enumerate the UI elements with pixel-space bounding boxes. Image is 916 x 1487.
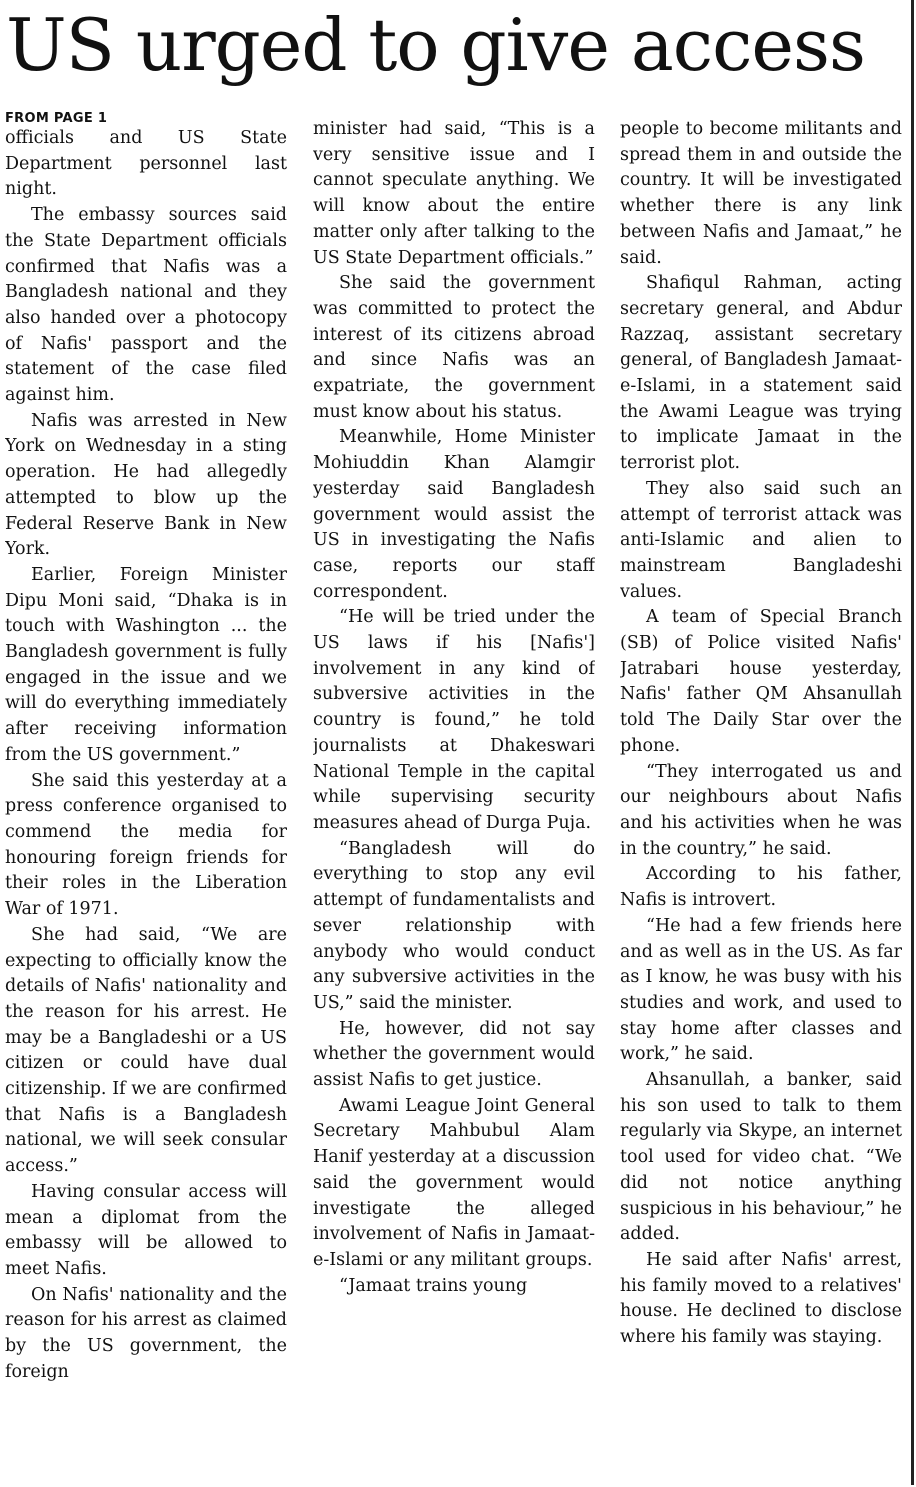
paragraph: “They interrogated us and our neighbours about Nafis and his activities when he was in the country,” he said.: [620, 761, 902, 859]
article-column-1: [5, 112, 287, 1482]
headline: US urged to give access: [6, 3, 865, 87]
paragraph: According to his father, Nafis is introvert.: [620, 864, 902, 911]
paragraph: “He had a few friends here and as well as in the US. As far as I know, he was busy with his studies and work, and used to stay home after classes and work,” he said.: [620, 915, 902, 1065]
article-column-3: [620, 117, 902, 1487]
paragraph: She said this yesterday at a press conference organised to commend the media for honouring foreign friends for their roles in the Liberation War of 1971.: [5, 770, 287, 920]
paragraph: Meanwhile, Home Minister Mohiuddin Khan Alamgir yesterday said Bangladesh government would assist the US in investigating the Nafis case, reports our staff correspondent.: [313, 427, 595, 602]
paragraph: She said the government was committed to protect the interest of its citizens abroad and since Nafis was an expatriate, the government must know about his status.: [313, 273, 595, 422]
paragraph: “Jamaat trains young: [339, 1275, 528, 1296]
paragraph: officials and US State Department personnel last night.: [5, 128, 287, 200]
paragraph: On Nafis' nationality and the reason for his arrest as claimed by the US government, the foreign: [5, 1284, 287, 1382]
paragraph: “He will be tried under the US laws if his [Nafis'] involvement in any kind of subversive activities in the country is found,” he told journalists at Dhakeswari National Temple in the capital while supervising security measures ahead of Durga Puja.: [313, 607, 595, 833]
article-column-2: [313, 117, 595, 1487]
paragraph: A team of Special Branch (SB) of Police visited Nafis' Jatrabari house yesterday, Nafis' father QM Ahsanullah told The Daily Star over the phone.: [620, 607, 902, 756]
paragraph: people to become militants and spread them in and outside the country. It will be investigated whether there is any link between Nafis and Jamaat,” he said.: [620, 119, 902, 268]
paragraph: He, however, did not say whether the government would assist Nafis to get justice.: [313, 1018, 595, 1091]
paragraph: The embassy sources said the State Department officials confirmed that Nafis was a Bangladesh national and they also handed over a photocopy of Nafis' passport and the statement of the case filed against him.: [5, 205, 287, 406]
paragraph: She had said, “We are expecting to officially know the details of Nafis' nationality and the reason for his arrest. He may be a Bangladeshi or a US citizen or could have dual citizenship. If we are confirmed that Nafis is a Bangladesh national, we will seek consular access.”: [5, 924, 287, 1177]
jump-line: FROM PAGE 1: [5, 112, 108, 126]
paragraph: minister had said, “This is a very sensitive issue and I cannot speculate anything. We will know about the entire matter only after talking to the US State Department officials.”: [313, 119, 595, 268]
paragraph: “Bangladesh will do everything to stop any evil attempt of fundamentalists and sever relationship with anybody who would conduct any subversive activities in the US,” said the minister.: [313, 838, 595, 1013]
paragraph: Nafis was arrested in New York on Wednesday in a sting operation. He had allegedly attempted to blow up the Federal Reserve Bank in New York.: [5, 410, 287, 560]
paragraph: Awami League Joint General Secretary Mahbubul Alam Hanif yesterday at a discussion said the government would investigate the alleged involvement of Nafis in Jamaat-e-Islami or any militant groups.: [313, 1095, 595, 1270]
paragraph: They also said such an attempt of terrorist attack was anti-Islamic and alien to mainstream Bangladeshi values.: [620, 478, 902, 602]
paragraph: Earlier, Foreign Minister Dipu Moni said, “Dhaka is in touch with Washington ... the Bangladesh government is fully engaged in the issue and we will do everything immediately after receiving information from the US government.”: [5, 564, 287, 765]
paragraph: Ahsanullah, a banker, said his son used to talk to them regularly via Skype, an internet tool used for video chat. “We did not notice anything suspicious in his behaviour,” he added.: [620, 1070, 902, 1245]
paragraph: He said after Nafis' arrest, his family moved to a relatives' house. He declined to disclose where his family was staying.: [620, 1249, 902, 1348]
column-rule: [911, 0, 914, 1485]
paragraph: Having consular access will mean a diplomat from the embassy will be allowed to meet Nafis.: [5, 1181, 287, 1279]
paragraph: Shafiqul Rahman, acting secretary general, and Abdur Razzaq, assistant secretary general, of Bangladesh Jamaat-e-Islami, in a statement said the Awami League was trying to implicate Jamaat in the terrorist plot.: [620, 273, 902, 474]
